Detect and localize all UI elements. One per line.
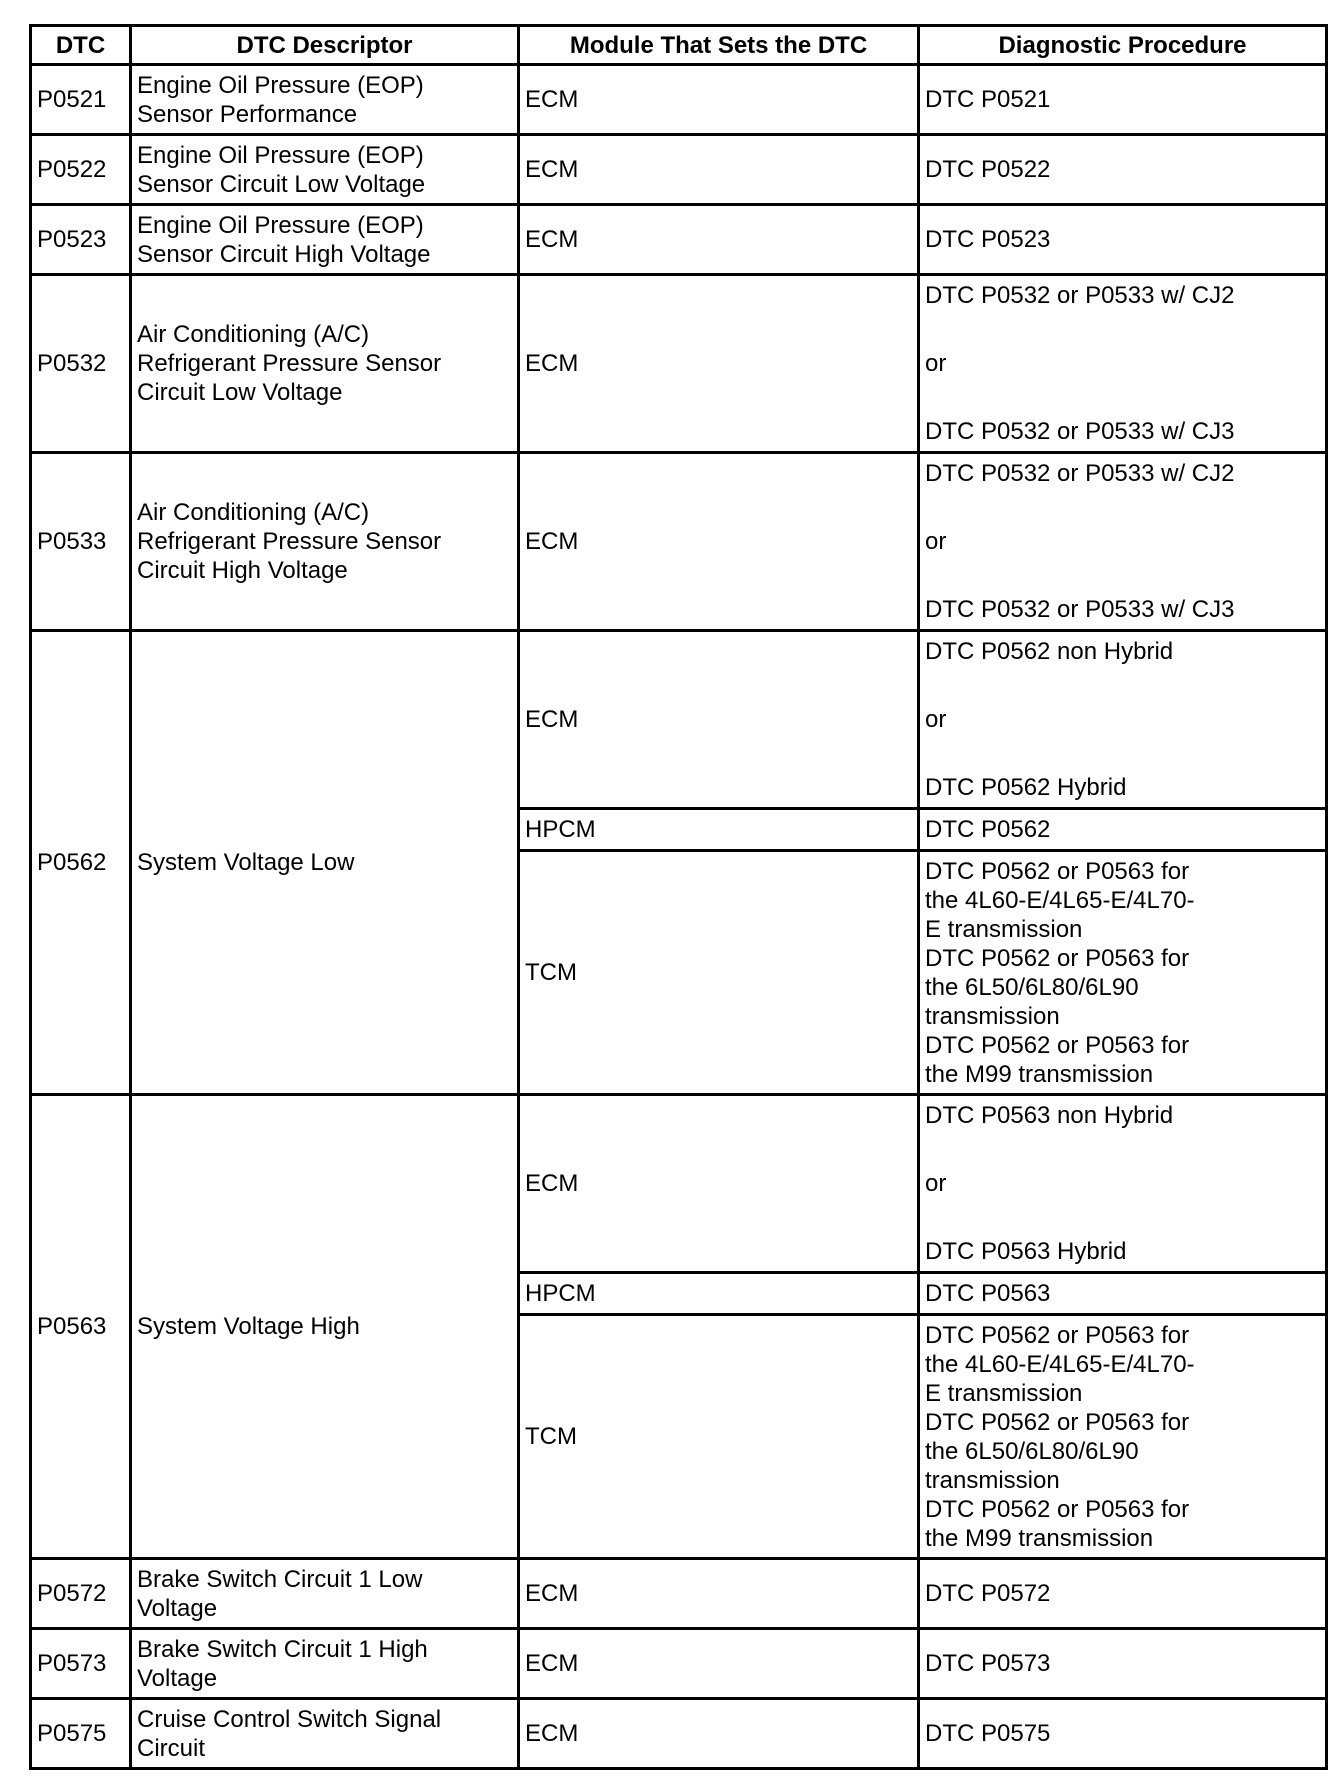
dtc-code: P0533	[31, 453, 131, 631]
procedure-cell	[919, 1095, 1327, 1273]
header-procedure: Diagnostic Procedure	[919, 26, 1327, 65]
header-dtc: DTC	[31, 26, 131, 65]
descriptor-line: Air Conditioning (A/C)	[137, 321, 370, 348]
table-row	[31, 205, 1327, 275]
module-cell: ECM	[519, 1699, 919, 1769]
module-cell: ECM	[519, 275, 919, 453]
module-cell: HPCM	[519, 809, 919, 851]
table-row	[31, 453, 1327, 631]
procedure-line: DTC P0532 or P0533 w/ CJ2	[925, 282, 1235, 309]
dtc-descriptor: System Voltage Low	[131, 631, 519, 1095]
descriptor-line: Refrigerant Pressure Sensor	[137, 528, 442, 555]
dtc-descriptor	[131, 205, 519, 275]
procedure-line: the 6L50/6L80/6L90	[925, 1437, 1139, 1465]
procedure-line: E transmission	[925, 915, 1083, 943]
dtc-descriptor	[131, 1559, 519, 1629]
module-cell: TCM	[519, 851, 919, 1095]
descriptor-line: Circuit Low Voltage	[137, 379, 343, 406]
dtc-descriptor	[131, 135, 519, 205]
header-row	[31, 26, 1327, 65]
procedure-line: DTC P0562 or P0563 for	[925, 1321, 1190, 1349]
procedure-cell: DTC P0562	[919, 809, 1327, 851]
dtc-code: P0572	[31, 1559, 131, 1629]
dtc-descriptor	[131, 1629, 519, 1699]
dtc-code: P0523	[31, 205, 131, 275]
procedure-cell: DTC P0563	[919, 1273, 1327, 1315]
procedure-cell	[919, 1315, 1327, 1559]
descriptor-line: Voltage	[137, 1664, 218, 1692]
dtc-code: P0575	[31, 1699, 131, 1769]
descriptor-line: Engine Oil Pressure (EOP)	[137, 141, 424, 169]
module-cell: ECM	[519, 453, 919, 631]
procedure-line: or	[925, 706, 947, 733]
descriptor-line: Engine Oil Pressure (EOP)	[137, 71, 424, 99]
procedure-cell	[919, 851, 1327, 1095]
module-cell: ECM	[519, 135, 919, 205]
descriptor-line: Sensor Performance	[137, 100, 358, 128]
procedure-line: or	[925, 350, 947, 377]
procedure-line: DTC P0562 or P0563 for	[925, 1031, 1190, 1059]
module-cell: ECM	[519, 205, 919, 275]
procedure-line: DTC P0562 or P0563 for	[925, 1495, 1190, 1523]
procedure-line: transmission	[925, 1466, 1060, 1494]
dtc-descriptor	[131, 275, 519, 453]
procedure-cell: DTC P0573	[919, 1629, 1327, 1699]
module-cell: ECM	[519, 631, 919, 809]
table-row	[31, 275, 1327, 453]
procedure-line: DTC P0563 non Hybrid	[925, 1102, 1174, 1129]
procedure-line: transmission	[925, 1002, 1060, 1030]
procedure-line: DTC P0562 Hybrid	[925, 774, 1127, 801]
descriptor-line: Circuit	[137, 1734, 206, 1762]
descriptor-line: Voltage	[137, 1594, 218, 1622]
table-row	[31, 631, 1327, 809]
procedure-line: or	[925, 528, 947, 555]
procedure-line: the M99 transmission	[925, 1524, 1154, 1552]
procedure-cell	[919, 631, 1327, 809]
header-module: Module That Sets the DTC	[519, 26, 919, 65]
procedure-line: DTC P0562 non Hybrid	[925, 638, 1174, 665]
descriptor-line: Engine Oil Pressure (EOP)	[137, 211, 424, 239]
descriptor-line: Sensor Circuit Low Voltage	[137, 170, 426, 198]
procedure-line: the 6L50/6L80/6L90	[925, 973, 1139, 1001]
dtc-code: P0573	[31, 1629, 131, 1699]
procedure-line: or	[925, 1170, 947, 1197]
header-descriptor: DTC Descriptor	[131, 26, 519, 65]
dtc-code: P0521	[31, 65, 131, 135]
dtc-descriptor	[131, 1699, 519, 1769]
descriptor-line: Brake Switch Circuit 1 Low	[137, 1565, 423, 1593]
descriptor-line: Refrigerant Pressure Sensor	[137, 350, 442, 377]
procedure-cell	[919, 453, 1327, 631]
procedure-cell: DTC P0572	[919, 1559, 1327, 1629]
descriptor-line: Cruise Control Switch Signal	[137, 1705, 442, 1733]
procedure-line: DTC P0562 or P0563 for	[925, 1408, 1190, 1436]
module-cell: ECM	[519, 1095, 919, 1273]
descriptor-line: Circuit High Voltage	[137, 557, 348, 584]
table-row	[31, 1699, 1327, 1769]
procedure-line: DTC P0532 or P0533 w/ CJ2	[925, 460, 1235, 487]
module-cell: TCM	[519, 1315, 919, 1559]
dtc-table	[29, 24, 1328, 1770]
procedure-cell: DTC P0523	[919, 205, 1327, 275]
procedure-cell	[919, 275, 1327, 453]
dtc-code: P0532	[31, 275, 131, 453]
descriptor-line: Sensor Circuit High Voltage	[137, 240, 431, 268]
table-row	[31, 1095, 1327, 1273]
procedure-line: the M99 transmission	[925, 1060, 1154, 1088]
module-cell: HPCM	[519, 1273, 919, 1315]
procedure-cell: DTC P0522	[919, 135, 1327, 205]
procedure-line: DTC P0563 Hybrid	[925, 1238, 1127, 1265]
procedure-line: the 4L60-E/4L65-E/4L70-	[925, 886, 1195, 914]
procedure-cell: DTC P0521	[919, 65, 1327, 135]
table-row	[31, 1559, 1327, 1629]
dtc-descriptor	[131, 65, 519, 135]
procedure-line: DTC P0532 or P0533 w/ CJ3	[925, 418, 1235, 445]
procedure-line: DTC P0532 or P0533 w/ CJ3	[925, 596, 1235, 623]
descriptor-line: Air Conditioning (A/C)	[137, 499, 370, 526]
procedure-cell: DTC P0575	[919, 1699, 1327, 1769]
procedure-line: DTC P0562 or P0563 for	[925, 944, 1190, 972]
descriptor-line: Brake Switch Circuit 1 High	[137, 1635, 428, 1663]
table-row	[31, 135, 1327, 205]
module-cell: ECM	[519, 1629, 919, 1699]
procedure-line: DTC P0562 or P0563 for	[925, 857, 1190, 885]
dtc-code: P0563	[31, 1095, 131, 1559]
dtc-code: P0562	[31, 631, 131, 1095]
dtc-descriptor	[131, 453, 519, 631]
table-row	[31, 1629, 1327, 1699]
procedure-line: the 4L60-E/4L65-E/4L70-	[925, 1350, 1195, 1378]
dtc-code: P0522	[31, 135, 131, 205]
module-cell: ECM	[519, 1559, 919, 1629]
dtc-descriptor: System Voltage High	[131, 1095, 519, 1559]
module-cell: ECM	[519, 65, 919, 135]
procedure-line: E transmission	[925, 1379, 1083, 1407]
table-row	[31, 65, 1327, 135]
